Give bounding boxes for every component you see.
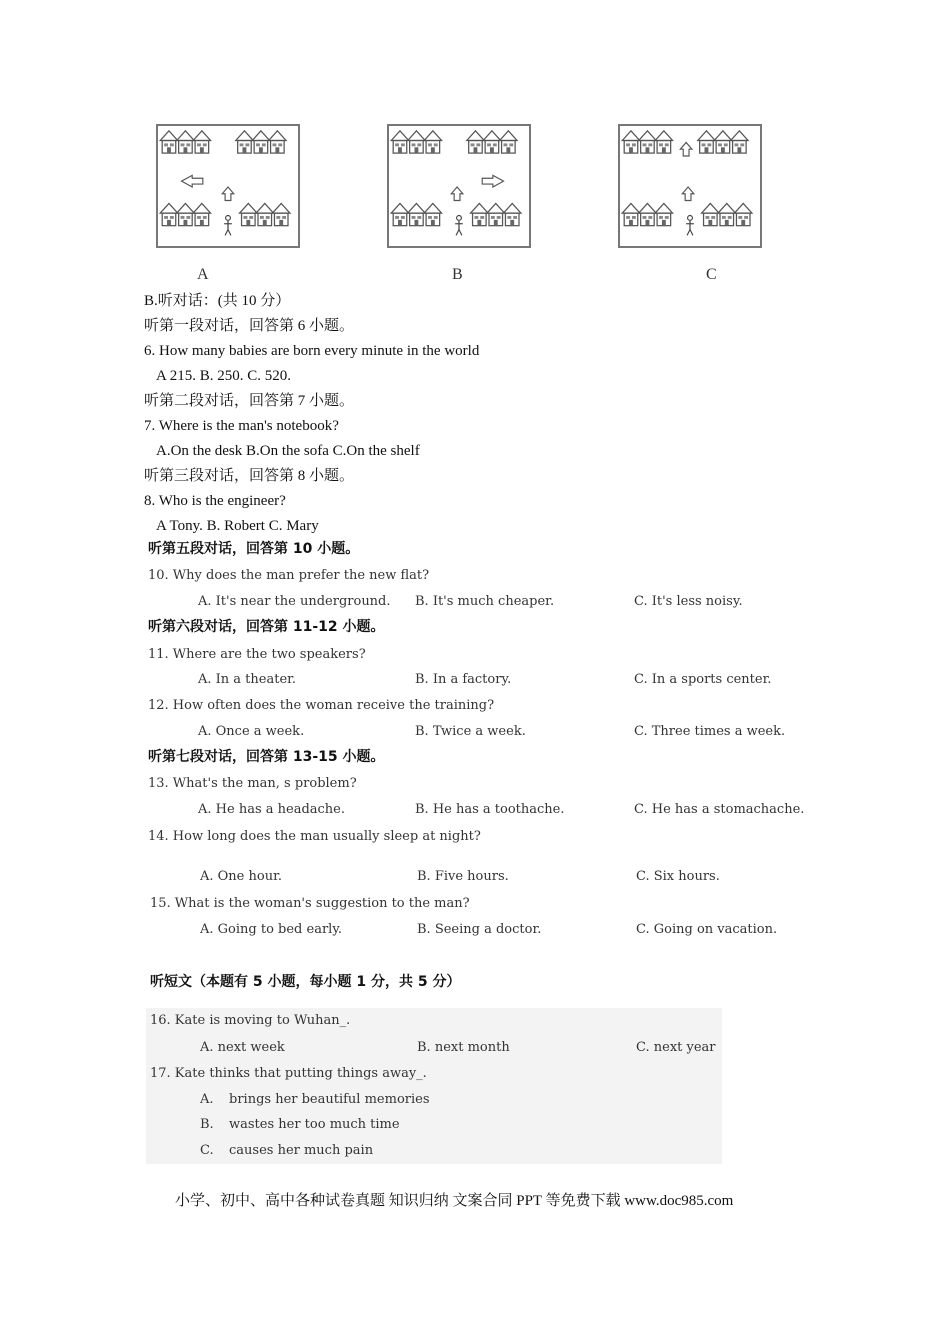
picture-b — [387, 124, 531, 248]
question-17: 17. Kate thinks that putting things away_. — [150, 1066, 427, 1081]
picture-c — [618, 124, 762, 248]
picture-label-a: A — [197, 266, 209, 283]
question-15-option-c: C. Going on vacation. — [636, 922, 778, 937]
question-10: 10. Why does the man prefer the new flat? — [148, 568, 430, 583]
dialogue-3-instruction: 听第三段对话，回答第 8 小题。 — [144, 468, 355, 484]
question-17-option-a-letter: A. — [200, 1092, 214, 1107]
question-16-option-b: B. next month — [417, 1040, 510, 1055]
question-6: 6. How many babies are born every minute in the world — [144, 343, 480, 359]
question-7-options: A.On the desk B.On the sofa C.On the shelf — [156, 443, 420, 459]
question-16-option-a: A. next week — [200, 1040, 285, 1055]
map-a-image — [158, 126, 298, 246]
question-13-option-b: B. He has a toothache. — [415, 802, 565, 817]
dialogue-6-instruction: 听第六段对话，回答第 11-12 小题。 — [148, 619, 385, 635]
picture-label-c: C — [706, 266, 717, 283]
question-13-option-c: C. He has a stomachache. — [634, 802, 805, 817]
question-12-option-c: C. Three times a week. — [634, 724, 786, 739]
question-11-option-b: B. In a factory. — [415, 672, 512, 687]
picture-label-b: B — [452, 266, 463, 283]
listening-passage-title: 听短文（本题有 5 小题，每小题 1 分，共 5 分） — [150, 974, 461, 990]
question-17-option-c: causes her much pain — [229, 1143, 374, 1158]
question-13: 13. What's the man, s problem? — [148, 776, 357, 791]
dialogue-7-instruction: 听第七段对话，回答第 13-15 小题。 — [148, 749, 385, 765]
question-14-option-c: C. Six hours. — [636, 869, 720, 884]
question-17-option-a: brings her beautiful memories — [229, 1092, 430, 1107]
question-14: 14. How long does the man usually sleep at night? — [148, 829, 481, 844]
question-14-option-b: B. Five hours. — [417, 869, 509, 884]
dialogue-2-instruction: 听第二段对话，回答第 7 小题。 — [144, 393, 355, 409]
footer-text: 小学、初中、高中各种试卷真题 知识归纳 文案合同 PPT 等免费下载 www.doc985.com — [175, 1193, 734, 1209]
question-11-option-a: A. In a theater. — [198, 672, 297, 687]
question-8: 8. Who is the engineer? — [144, 493, 286, 509]
question-12: 12. How often does the woman receive the training? — [148, 698, 495, 713]
picture-a — [156, 124, 300, 248]
question-10-option-a: A. It's near the underground. — [198, 594, 391, 609]
dialogue-1-instruction: 听第一段对话，回答第 6 小题。 — [144, 318, 355, 334]
question-12-option-a: A. Once a week. — [198, 724, 305, 739]
question-11-option-c: C. In a sports center. — [634, 672, 772, 687]
question-17-option-b: wastes her too much time — [229, 1117, 400, 1132]
question-17-option-c-letter: C. — [200, 1143, 214, 1158]
question-15-option-b: B. Seeing a doctor. — [417, 922, 542, 937]
question-14-option-a: A. One hour. — [200, 869, 282, 884]
question-13-option-a: A. He has a headache. — [198, 802, 345, 817]
question-15: 15. What is the woman's suggestion to the man? — [150, 896, 470, 911]
question-12-option-b: B. Twice a week. — [415, 724, 526, 739]
question-16: 16. Kate is moving to Wuhan_. — [150, 1013, 351, 1028]
question-10-option-b: B. It's much cheaper. — [415, 594, 555, 609]
question-15-option-a: A. Going to bed early. — [200, 922, 343, 937]
map-c-image — [620, 126, 760, 246]
question-8-options: A Tony. B. Robert C. Mary — [156, 518, 319, 534]
section-b-title: B.听对话：(共 10 分） — [144, 293, 291, 309]
question-17-option-b-letter: B. — [200, 1117, 214, 1132]
question-7: 7. Where is the man's notebook? — [144, 418, 339, 434]
question-6-options: A 215. B. 250. C. 520. — [156, 368, 292, 384]
map-b-image — [389, 126, 529, 246]
question-11: 11. Where are the two speakers? — [148, 647, 366, 662]
question-16-option-c: C. next year — [636, 1040, 716, 1055]
dialogue-5-instruction: 听第五段对话，回答第 10 小题。 — [148, 541, 360, 557]
question-10-option-c: C. It's less noisy. — [634, 594, 743, 609]
